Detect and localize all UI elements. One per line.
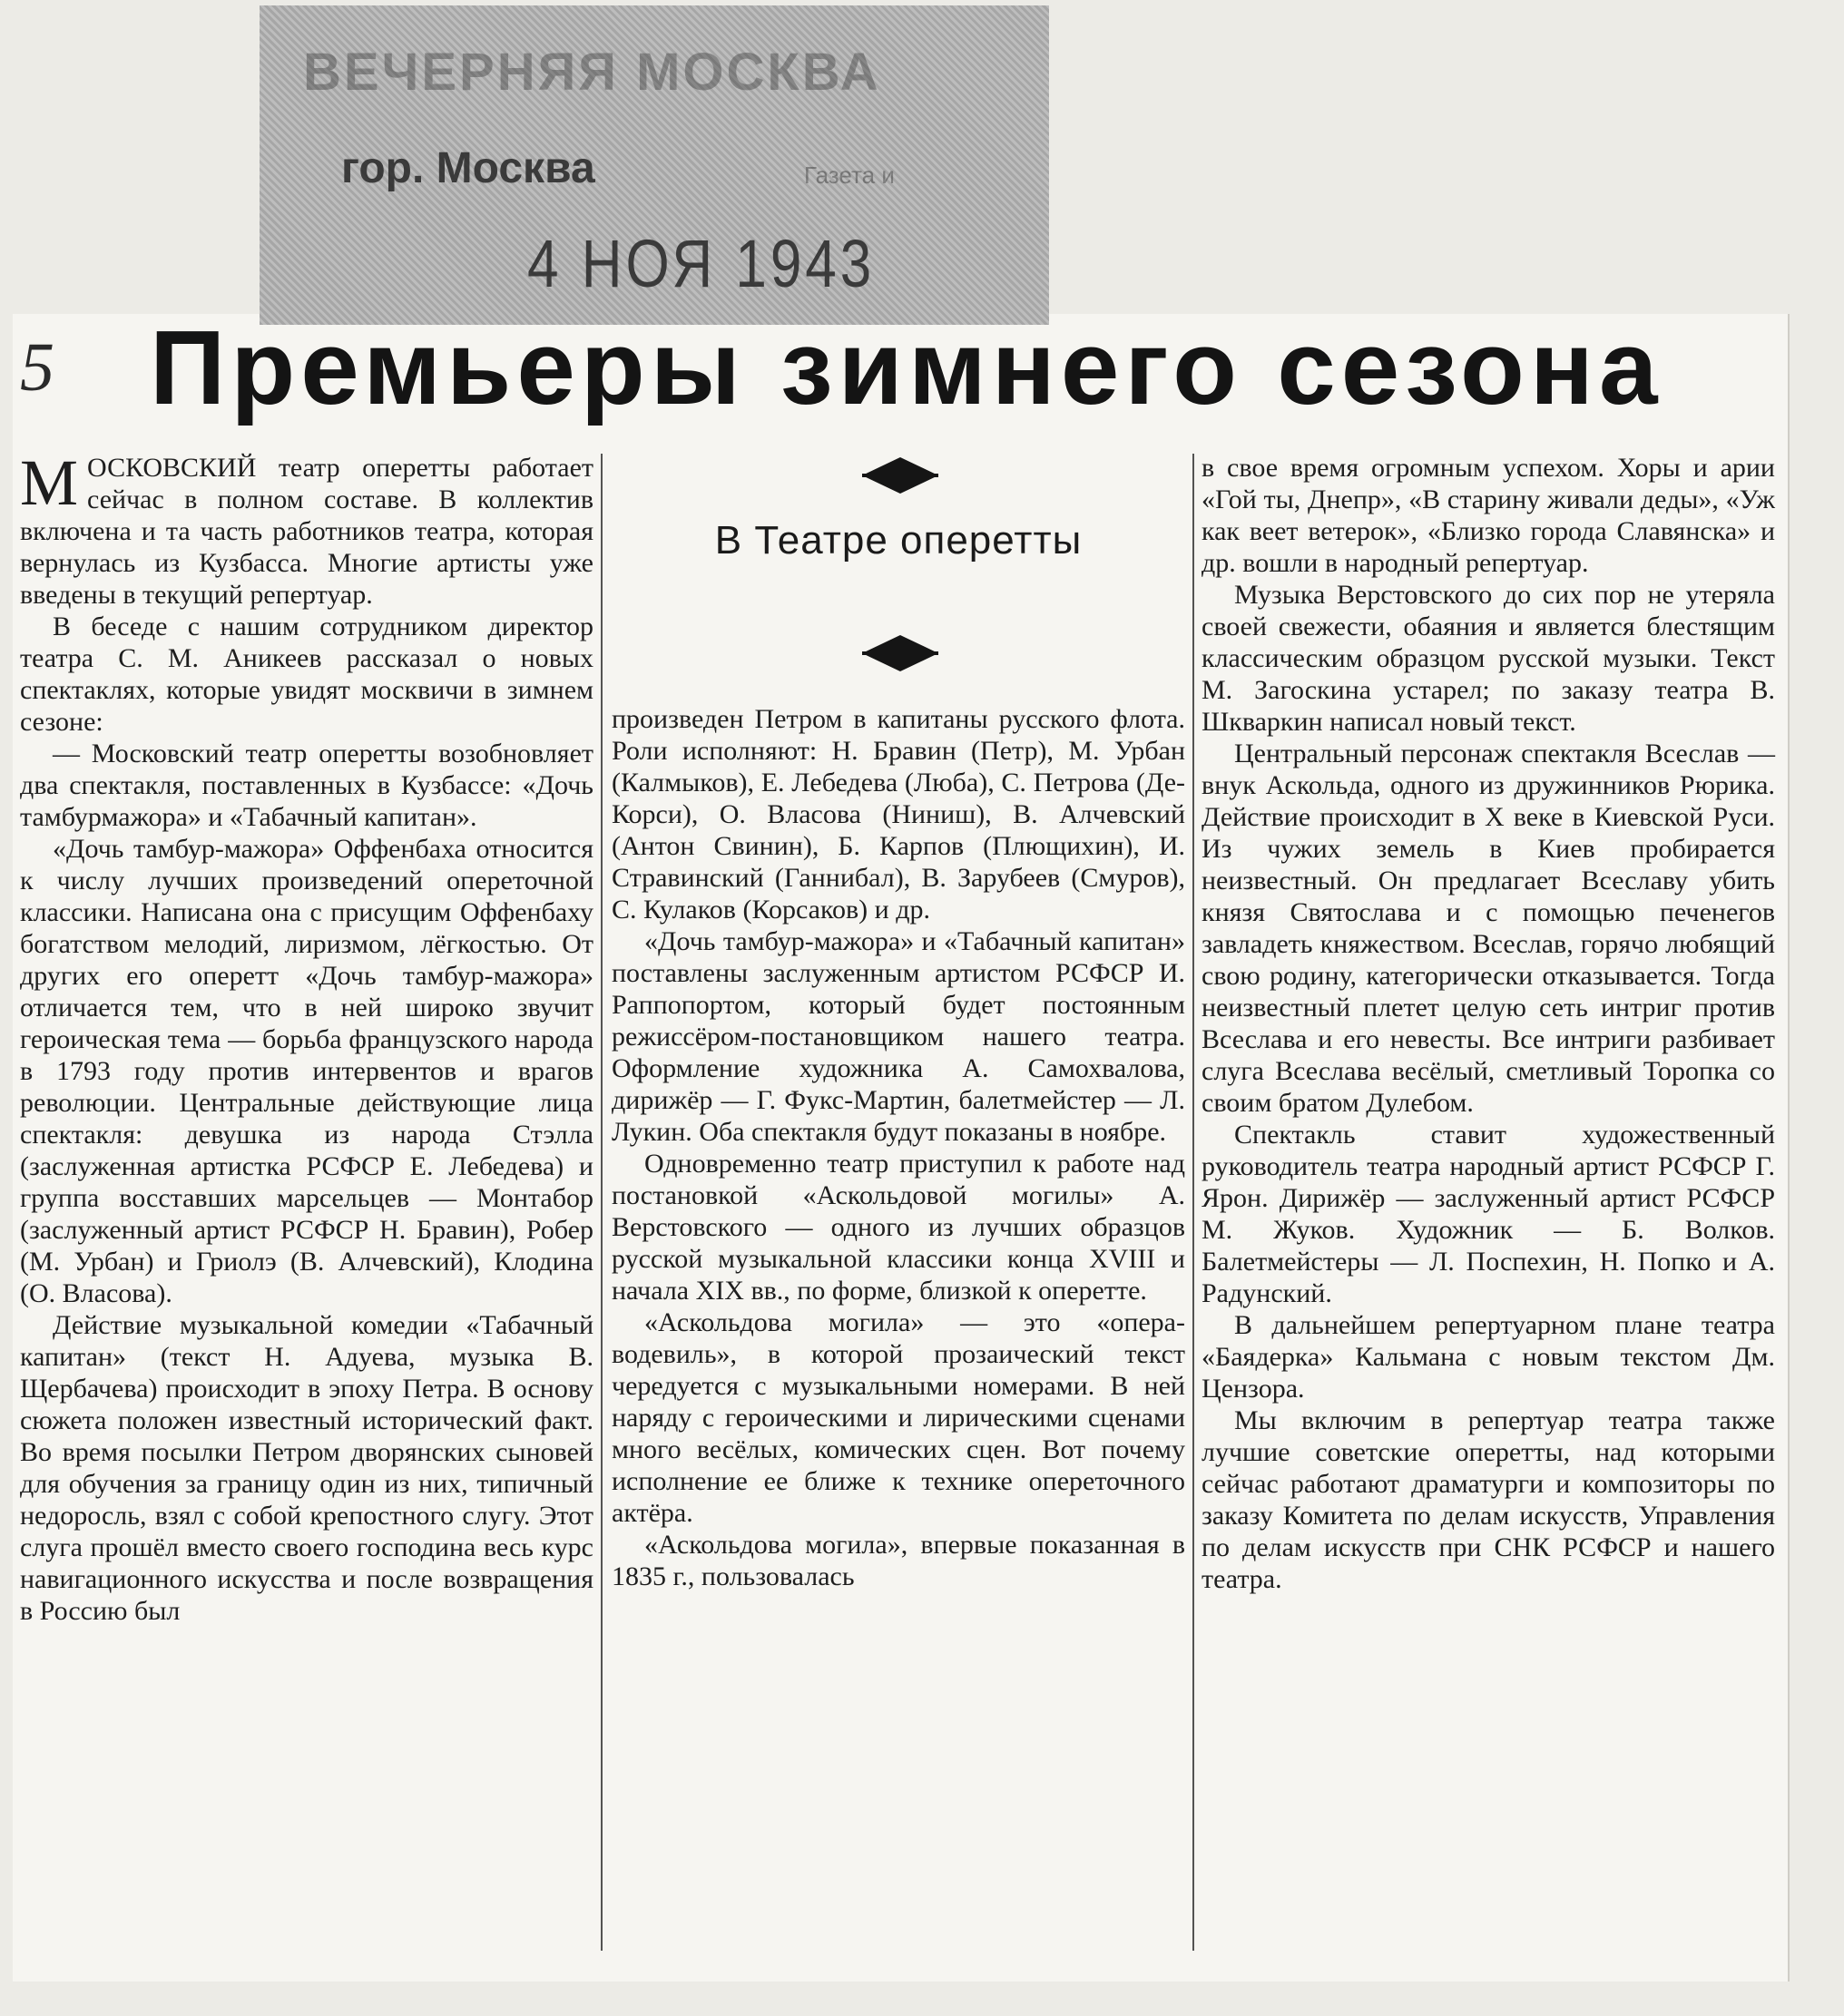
stamp-city: гор. Москва <box>341 144 595 192</box>
paragraph: МОСКОВСКИЙ театр оперетты работает сейчас в полном составе. В коллектив включена и та часть работников театра, которая вернулась из Кузбасса. Многие артисты уже введены в текущий репертуар. <box>20 446 593 610</box>
paragraph: Действие музыкальной комедии «Табачный капитан» (текст Н. Адуева, музыка В. Щербачева) происходит в эпоху Петра. В основу сюжета положен известный исторический факт. Во время посылки Петром дворянских сыновей для обучения за границу один из них, типичный недоросль, взял с собой крепостного слугу. Этот слуга прошёл вместо своего господина весь курс навигационного искусства и после возвращения в Россию был <box>20 1310 593 1626</box>
paragraph: «Дочь тамбур-мажора» Оффенбаха относится к числу лучших произведений опереточной классики. Написана она с присущим Оффенбаху богатством мелодий, лиризмом, лёгкостью. От других его оперетт «Дочь тамбур-мажора» отличается тем, что в ней широко звучит героическая тема — борьба французского народа в 1793 году против интервентов и врагов революции. Центральные действующие лица спектакля: девушка из народа Стэлла (заслуженная артистка РСФСР Е. Лебедева) и группа восставших марсельцев — Монтабор (заслуженный артист РСФСР Н. Бравин), Робер (М. Урбан) и Гриолэ (В. Алчевский), Клодина (О. Власова). <box>20 834 593 1308</box>
paragraph: «Дочь тамбур-мажора» и «Табачный капитан» поставлены заслуженным артистом РСФСР И. Раппопортом, который будет постоянным режиссёром-постановщиком нашего театра. Оформление художника А. Самохвалова, дирижёр — Г. Фукс-Мартин, балетмейстер — Л. Лукин. Оба спектакля будут показаны в ноябре. <box>612 926 1185 1147</box>
paragraph: Спектакль ставит художественный руководитель театра народный артист РСФСР Г. Ярон. Дирижёр — заслуженный артист РСФСР М. Жуков. Художник — Б. Волков. Балетмейстеры — Л. Поспехин, Н. Попко и А. Радунский. <box>1202 1120 1775 1308</box>
diamond-ornament-icon <box>862 457 938 494</box>
column-rule <box>601 454 603 1951</box>
marginal-handwritten-mark: 5 <box>20 329 54 406</box>
section-heading-block <box>621 454 1176 680</box>
paragraph: «Аскольдова могила» — это «опера-водевиль», в которой прозаический текст чередуется с музыкальными номерами. В ней наряду с героическими и лирическими сценами много весёлых, комических сцен. Вот почему исполнение ее ближе к технике опереточного актёра. <box>612 1307 1185 1528</box>
paragraph: Музыка Верстовского до сих пор не утеряла своей свежести, обаяния и является блестящим классическим образцом русской музыки. Текст М. Загоскина устарел; по заказу театра В. Шкваркин написал новый текст. <box>1202 580 1775 737</box>
diamond-ornament-icon <box>862 635 938 671</box>
newspaper-stamp <box>260 5 1049 325</box>
paragraph: — Московский театр оперетты возобновляет два спектакля, поставленных в Кузбассе: «Дочь тамбурмажора» и «Табачный капитан». <box>20 739 593 832</box>
paragraph: В дальнейшем репертуарном плане театра «Баядерка» Кальмана с новым текстом Дм. Цензора. <box>1202 1310 1775 1404</box>
drop-cap: М <box>20 446 79 519</box>
stamp-newspaper-name: ВЕЧЕРНЯЯ МОСКВА <box>303 43 881 102</box>
stamp-note: Газета и <box>804 161 895 189</box>
article-column-2 <box>612 703 1185 1964</box>
column-rule <box>1192 454 1194 1951</box>
stamp-date: 4 НОЯ 1943 <box>527 227 876 302</box>
paragraph: Мы включим в репертуар театра также лучшие советские оперетты, над которыми сейчас работают драматурги и композиторы по заказу Комитета по делам искусств, Управления по делам искусств при СНК РСФСР и нашего театра. <box>1202 1405 1775 1594</box>
article-column-1 <box>20 446 593 1962</box>
article-column-3 <box>1202 452 1775 1962</box>
section-title: В Театре оперетты <box>714 518 1083 563</box>
paragraph: Центральный персонаж спектакля Всеслав — внук Аскольда, одного из дружинников Рюрика. Действие происходит в X веке в Киевской Руси. Из чужих земель в Киев пробирается неизвестный. Он предлагает Всеславу убить князя Святослава и с помощью печенегов завладеть княжеством. Всеслав, горячо любящий свою родину, категорически отказывается. Тогда неизвестный плетет целую сеть интриг против Всеслава и его невесты. Все интриги разбивает слуга Всеслава весёлый, сметливый Торопка со своим братом Дулебом. <box>1202 739 1775 1118</box>
paragraph: произведен Петром в капитаны русского флота. Роли исполняют: Н. Бравин (Петр), М. Урбан (Калмыков), Е. Лебедева (Люба), С. Петрова (Де-Корси), О. Власова (Ниниш), В. Алчевский (Антон Свинин), Б. Карпов (Плющихин), И. Стравинский (Ганнибал), В. Зарубеев (Смуров), С. Кулаков (Корсаков) и др. <box>612 704 1185 925</box>
paragraph: в свое время огромным успехом. Хоры и арии «Гой ты, Днепр», «В старину живали деды», «Уж как веет ветерок», «Близко города Славянска» и др. вошли в народный репертуар. <box>1202 453 1775 578</box>
paragraph: Одновременно театр приступил к работе над постановкой «Аскольдовой могилы» А. Верстовского — одного из лучших образцов русской музыкальной классики конца XVIII и начала XIX вв., по форме, близкой к оперетте. <box>612 1149 1185 1306</box>
article-headline: Премьеры зимнего сезона <box>150 308 1663 426</box>
paragraph: В беседе с нашим сотрудником директор театра С. М. Аникеев рассказал о новых спектаклях, которые увидят москвичи в зимнем сезоне: <box>20 612 593 737</box>
paragraph: «Аскольдова могила», впервые показанная в 1835 г., пользовалась <box>612 1530 1185 1591</box>
